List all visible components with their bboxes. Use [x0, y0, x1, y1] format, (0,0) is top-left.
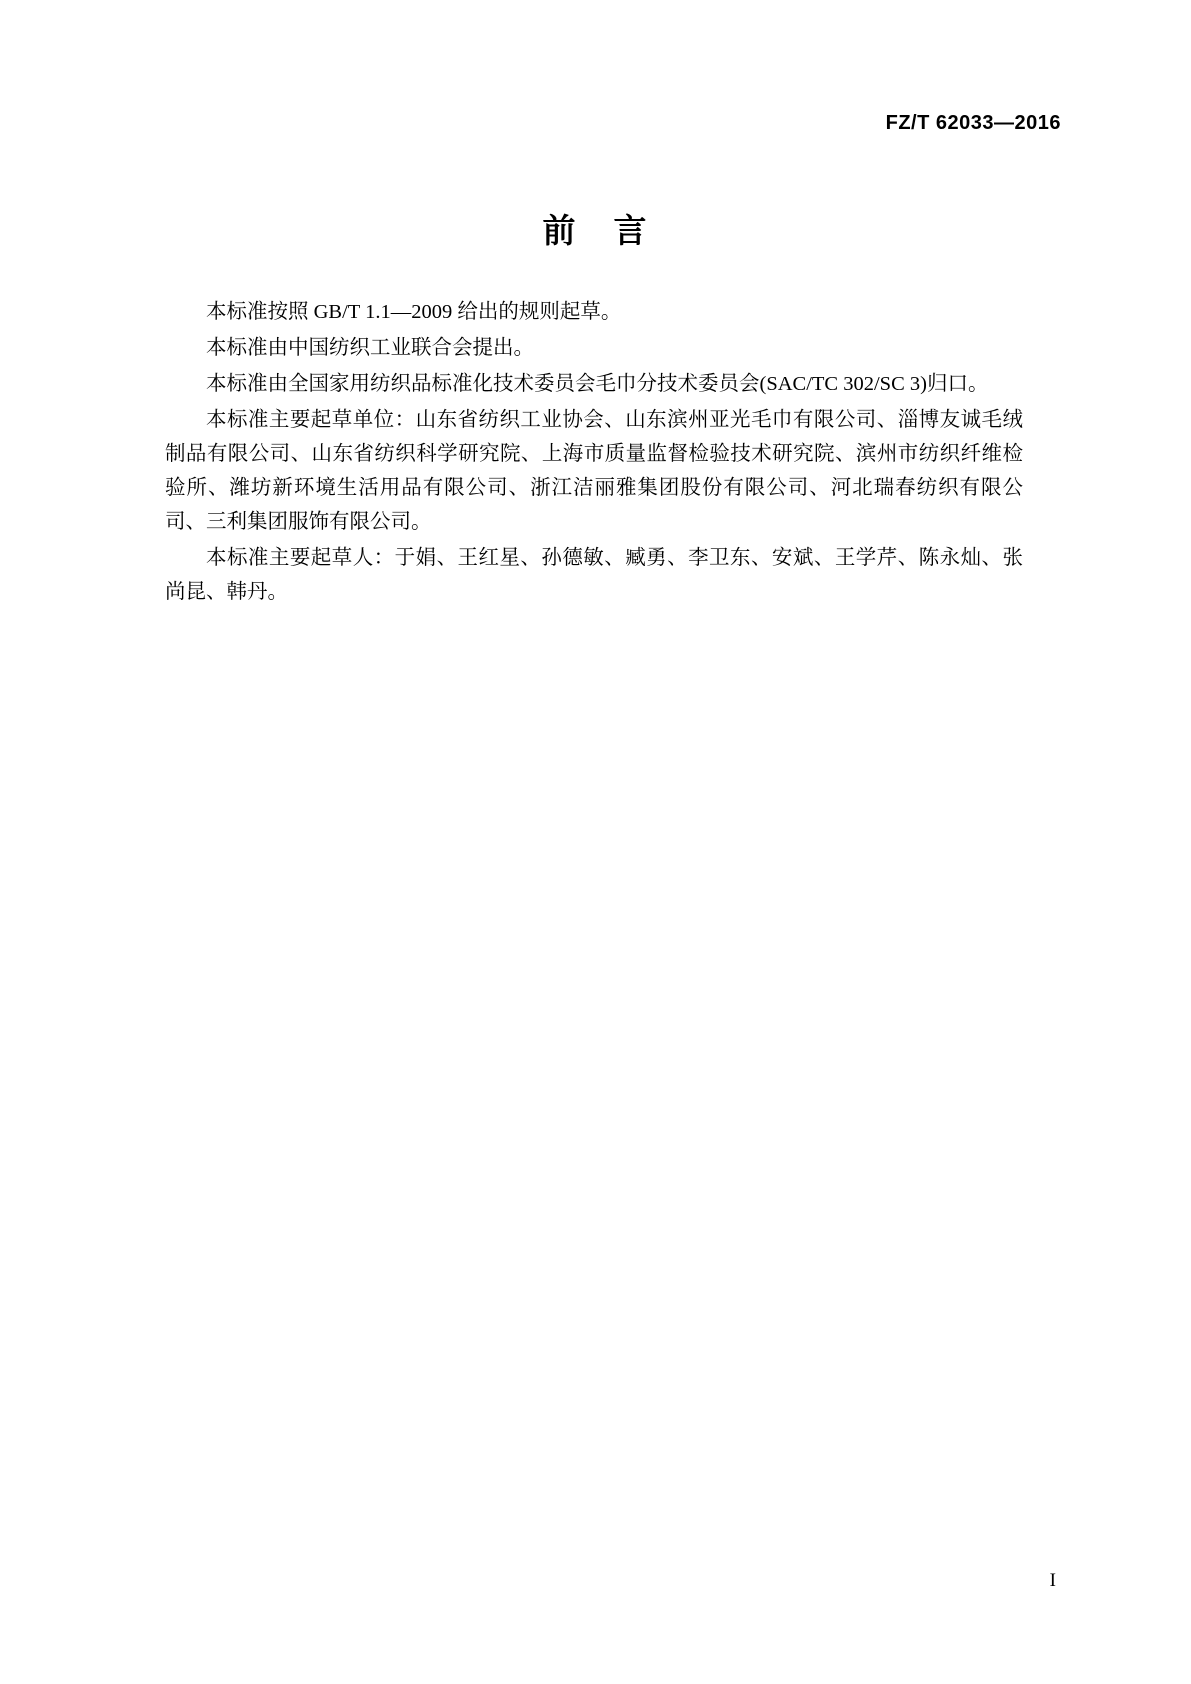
foreword-paragraph: 本标准按照 GB/T 1.1—2009 给出的规则起草。 — [206, 301, 622, 323]
foreword-paragraph: 本标准主要起草单位：山东省纺织工业协会、山东滨州亚光毛巾有限公司、淄博友诚毛绒制品有限公司、山东省纺织科学研究院、上海市质量监督检验技术研究院、滨州市纺织纤维检验所、潍坊新环境生活用品有限公司、浙江洁丽雅集团股份有限公司、河北瑞春纺织有限公司、三利集团服饰有限公司。 — [165, 409, 1023, 533]
page-title-char-1: 前 — [542, 214, 578, 250]
header-standard-number: FZ/T 62033—2016 — [885, 112, 1061, 134]
footer-page-number: I — [1049, 1570, 1056, 1591]
foreword-paragraph: 本标准由中国纺织工业联合会提出。 — [206, 337, 534, 359]
page-title-char-2: 言 — [613, 214, 649, 250]
foreword-body — [165, 295, 1023, 611]
foreword-paragraph: 本标准由全国家用纺织品标准化技术委员会毛巾分技术委员会(SAC/TC 302/SC 3)归口。 — [206, 373, 989, 395]
page-title — [0, 205, 1191, 252]
foreword-paragraph: 本标准主要起草人：于娟、王红星、孙德敏、臧勇、李卫东、安斌、王学芹、陈永灿、张尚昆、韩丹。 — [165, 547, 1023, 603]
